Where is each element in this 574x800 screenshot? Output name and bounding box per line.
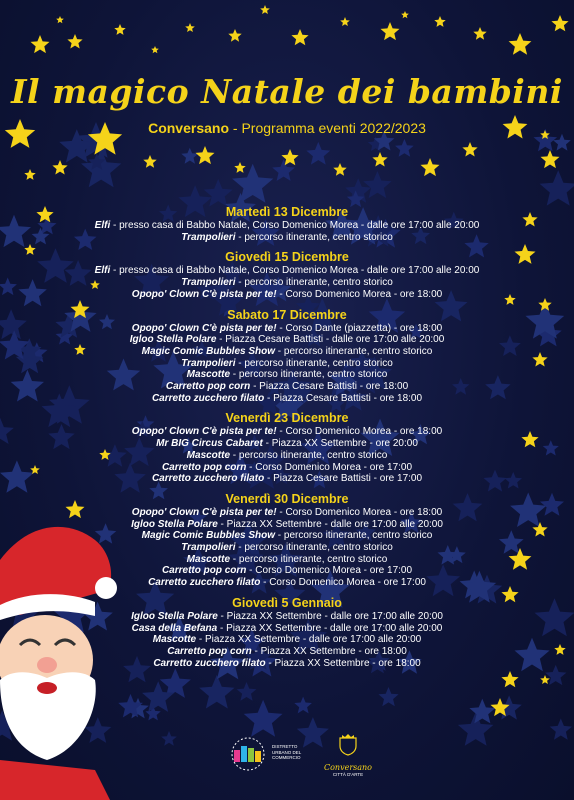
star-icon (0, 460, 34, 492)
event-details: - Piazza XX Settembre - dalle ore 17:00 alle 20:00 (196, 634, 422, 646)
star-icon (185, 23, 195, 32)
event-details: - percorso itinerante, centro storico (275, 345, 433, 357)
event-line (40, 393, 534, 405)
event-details: - Piazza XX Settembre - dalle ore 17:00 alle 20:00 (217, 518, 443, 530)
event-details: - Corso Domenico Morea - ore 17:00 (260, 577, 426, 589)
star-icon (543, 440, 559, 455)
event-name: Trampolieri (181, 357, 236, 369)
poster-subtitle (0, 120, 574, 136)
event-details: - Corso Domenico Morea - ore 17:00 (246, 565, 413, 577)
event-details: - presso casa di Babbo Natale, Corso Domenico Morea - dalle ore 17:00 alle 20:00 (110, 220, 480, 231)
star-icon (553, 134, 571, 151)
star-icon (260, 5, 270, 14)
star-icon (306, 142, 330, 165)
star-icon (24, 244, 35, 255)
poster-title: Il magico Natale dei bambini (11, 72, 563, 111)
event-name: Elfi (94, 220, 111, 231)
duc-line-3: COMMERCIO (272, 755, 301, 760)
event-name: Mascotte (186, 553, 231, 565)
star-icon (199, 675, 234, 709)
day-title: Venerdì 30 Dicembre (225, 491, 349, 506)
event-details: - Corso Domenico Morea - ore 18:00 (276, 426, 443, 438)
star-icon (196, 146, 215, 164)
star-icon (545, 665, 566, 685)
event-details: - Piazza XX Settembre - ore 20:00 (262, 438, 418, 450)
event-line (40, 265, 534, 277)
star-icon (237, 682, 257, 701)
day-section (40, 249, 534, 300)
star-icon (0, 215, 31, 247)
event-line (40, 277, 534, 289)
event-details: - presso casa di Babbo Natale, Corso Domenico Morea - dalle ore 17:00 alle 20:00 (110, 265, 480, 277)
star-icon (551, 15, 568, 31)
conversano-logo (318, 734, 378, 777)
event-details: - Piazza XX Settembre - ore 18:00 (265, 657, 421, 669)
star-icon (554, 644, 565, 655)
event-details: - Piazza Cesare Battisti - ore 17:00 (264, 473, 423, 485)
event-name: Trampolieri (181, 542, 236, 554)
event-line (40, 346, 534, 358)
event-line (40, 358, 534, 370)
event-name: Opopo' Clown C'è pista per te! (131, 426, 277, 438)
star-icon (228, 29, 241, 42)
event-details: - percorso itinerante, centro storico (230, 553, 388, 565)
star-icon (473, 27, 486, 40)
event-details: - percorso itinerante, centro storico (230, 449, 388, 461)
event-name: Carretto pop corn (161, 461, 247, 473)
event-name: Carretto zucchero filato (153, 657, 266, 669)
day-section (40, 204, 534, 243)
event-details: - Piazza Cesare Battisti - dalle ore 17:00 alle 20:00 (216, 334, 445, 346)
star-icon (0, 278, 17, 296)
event-details: - Corso Domenico Morea - ore 18:00 (276, 288, 443, 300)
event-name: Opopo' Clown C'è pista per te! (131, 322, 277, 334)
event-details: - percorso itinerante, centro storico (235, 357, 393, 369)
event-name: Elfi (94, 265, 111, 277)
coat-of-arms-icon (338, 734, 358, 756)
day-title: Giovedì 15 Dicembre (225, 250, 349, 265)
subtitle-city: Conversano (148, 120, 230, 136)
star-icon (462, 142, 477, 157)
duc-logo-icon (228, 736, 268, 772)
star-icon (31, 35, 50, 53)
event-name: Carretto pop corn (165, 381, 251, 393)
event-line (40, 473, 534, 485)
event-name: Igloo Stella Polare (131, 518, 218, 530)
day-title: Sabato 17 Dicembre (227, 307, 347, 322)
event-line (40, 462, 534, 474)
city-logo-name: Conversano (323, 763, 372, 772)
day-title: Martedì 13 Dicembre (225, 205, 349, 219)
event-line (40, 334, 534, 346)
subtitle-program: - Programma eventi 2022/2023 (229, 120, 426, 136)
event-line (40, 289, 534, 301)
star-icon (395, 139, 414, 157)
star-icon (509, 33, 532, 55)
event-name: Opopo' Clown C'è pista per te! (131, 288, 277, 300)
star-icon (181, 148, 198, 164)
event-name: Magic Comic Bubbles Show (141, 530, 276, 542)
star-icon (67, 34, 82, 49)
event-name: Carretto pop corn (167, 645, 252, 657)
event-name: Opopo' Clown C'è pista per te! (131, 506, 277, 518)
star-icon (204, 179, 233, 207)
event-line (40, 220, 534, 232)
event-name: Magic Comic Bubbles Show (141, 345, 276, 357)
event-details: - Corso Domenico Morea - ore 18:00 (276, 506, 443, 518)
star-icon (532, 522, 547, 537)
event-details: - percorso itinerante, centro storico (230, 369, 388, 381)
star-icon (114, 24, 125, 35)
star-icon (372, 152, 387, 167)
event-line (40, 232, 534, 244)
event-name: Mr BIG Circus Cabaret (156, 438, 263, 450)
event-name: Carretto zucchero filato (148, 577, 261, 589)
event-details: - Corso Dante (piazzetta) - ore 18:00 (276, 322, 443, 334)
day-title: Giovedì 5 Gennaio (232, 595, 342, 610)
event-line (40, 507, 534, 519)
event-name: Trampolieri (181, 277, 236, 289)
event-details: - percorso itinerante, centro storico (275, 530, 433, 542)
star-icon (532, 352, 547, 367)
event-line (40, 426, 534, 438)
star-icon (434, 16, 445, 27)
event-name: Carretto pop corn (161, 565, 247, 577)
star-icon (11, 370, 44, 402)
star-icon (340, 17, 350, 26)
event-name: Igloo Stella Polare (129, 334, 217, 346)
event-name: Carretto zucchero filato (151, 392, 265, 404)
star-icon (234, 162, 245, 173)
event-details: - Piazza XX Settembre - ore 18:00 (251, 645, 407, 657)
event-details: - Piazza XX Settembre - dalle ore 17:00 alle 20:00 (217, 610, 443, 622)
star-icon (56, 16, 64, 23)
event-name: Mascotte (186, 369, 231, 381)
duc-line-2: URBANO DEL (272, 749, 302, 755)
star-icon (401, 11, 409, 18)
star-icon (421, 158, 440, 176)
star-icon (540, 170, 574, 205)
duc-logo-text (272, 744, 301, 761)
event-line (40, 450, 534, 462)
star-icon (535, 598, 574, 636)
event-details: - Piazza XX Settembre - dalle ore 17:00 alle 20:00 (217, 622, 443, 634)
star-icon (291, 29, 308, 45)
star-icon (379, 687, 399, 706)
event-details: - percorso itinerante, centro storico (235, 231, 393, 243)
event-details: - Piazza Cesare Battisti - ore 18:00 (264, 392, 423, 404)
star-icon (541, 150, 560, 168)
event-details: - Corso Domenico Morea - ore 17:00 (246, 461, 413, 473)
star-icon (24, 169, 35, 180)
event-line (40, 369, 534, 381)
event-line (40, 438, 534, 450)
star-icon (151, 46, 159, 53)
event-name: Igloo Stella Polare (131, 610, 218, 622)
duc-line-1: DISTRETTO (272, 744, 298, 749)
star-icon (381, 22, 400, 40)
event-line (40, 323, 534, 335)
city-logo-sub: CITTÀ D'ARTE (332, 772, 364, 777)
day-section (40, 307, 534, 405)
star-icon (363, 171, 392, 198)
star-icon (540, 493, 564, 516)
event-details: - percorso itinerante, centro storico (235, 277, 393, 289)
star-icon (294, 697, 312, 714)
star-icon (333, 163, 346, 176)
day-title: Venerdì 23 Dicembre (225, 411, 349, 426)
event-name: Trampolieri (181, 231, 236, 243)
event-name: Carretto zucchero filato (151, 473, 265, 485)
star-icon (540, 675, 550, 684)
event-line (40, 381, 534, 393)
event-name: Casa della Befana (131, 622, 218, 634)
day-section (40, 410, 534, 485)
event-name: Mascotte (152, 634, 197, 646)
event-name: Mascotte (186, 449, 231, 461)
event-details: - percorso itinerante, centro storico (235, 542, 393, 554)
star-icon (143, 155, 156, 168)
event-details: - Piazza Cesare Battisti - ore 18:00 (250, 381, 409, 393)
star-icon (0, 418, 14, 444)
star-icon (52, 160, 67, 175)
